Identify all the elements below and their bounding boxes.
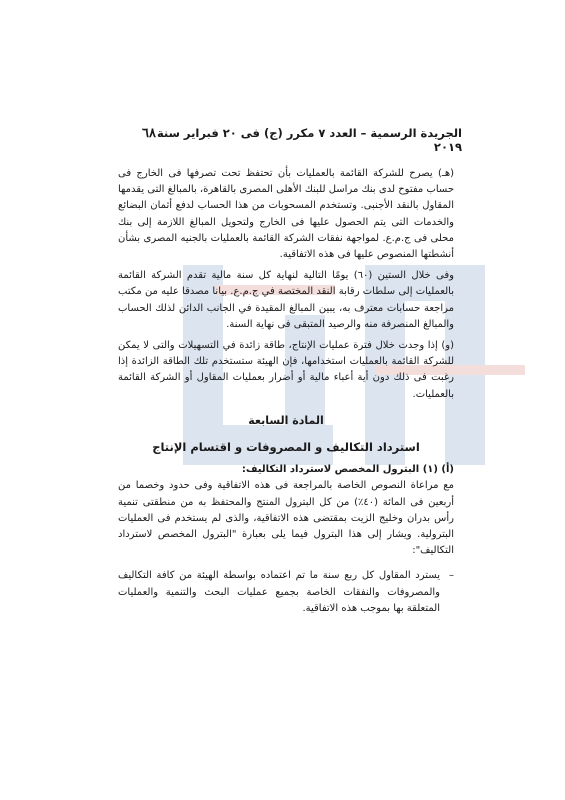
page-header: [142, 125, 462, 154]
section-title: استرداد التكاليف و المصروفات و اقتسام الإنتاج: [152, 440, 420, 455]
document-body: [118, 166, 454, 617]
list-item-text: يسترد المقاول كل ربع سنة ما تم اعتماده بواسطة الهيئة من كافة التكاليف والمصروفات والنفقات الخاصة بجميع عمليات البحث والتنمية والعمليات المتعلقة بها بموجب هذه الاتفاقية.: [118, 570, 440, 614]
paragraph-sixty-days: وفى خلال الستين (٦٠) يومًا التالية لنهاية كل سنة مالية تقدم الشركة القائمة بالعمليات إلى سلطات رقابة النقد المختصة في ج.م.ع. بيانا مصدقا عليه من مكتب مراجعة حسابات معترف به، يبين المبالغ المقيدة في الجانب الدائن لذلك الحساب والمبالغ المنصرفة منه والرصيد المتبقى فى نهاية السنة.: [118, 270, 454, 330]
gazette-title: الجريدة الرسمية – العدد ٧ مكرر (ج) فى ٢٠ فبراير سنة ٢٠١٩: [156, 126, 462, 154]
paragraph-h-clause: (هـ) يصرح للشركة القائمة بالعمليات بأن تحتفظ تحت تصرفها فى الخارج فى حساب مفتوح لدى بنك مراسل للبنك الأهلى المصرى بالقاهرة، بالمبالغ التى يقدمها المقاول بالنقد الأجنبى. وتستخدم المسحوبات من هذا الحساب لدفع أثمان البضائع والخدمات التى يتم الحصول عليها فى الخارج ولتحويل المبالغ اللازمة إلى بنك محلى فى ج.م.ع. لمواجهة نفقات الشركة القائمة بالعمليات بالجنيه المصرى بشأن أنشطتها المنصوص عليها فى هذه الاتفاقية.: [118, 168, 454, 261]
list-item: [118, 568, 454, 617]
page-number: ٦٨: [142, 125, 156, 140]
paragraph-w-clause: (و) إذا وجدت خلال فترة عمليات الإنتاج، طاقة زائدة في التسهيلات والتى لا يمكن للشركة القائمة بالعمليات استخدامها، فإن الهيئة ستستخدم تلك الطاقة الزائدة إذا رغبت فى ذلك دون أية أعباء مالية أو أضرار بعمليات المقاول أو الشركة القائمة بالعمليات.: [118, 340, 454, 400]
subsection-heading: (أ) (١) البترول المخصص لاسترداد التكاليف:: [241, 464, 454, 476]
dash-bullet-icon: –: [449, 570, 454, 582]
article-title: المادة السابعة: [248, 413, 324, 427]
paragraph-cost-recovery: مع مراعاة النصوص الخاصة بالمراجعة فى هذه الاتفاقية وفى حدود وخصما من أربعين فى المائة (٤٠٪) من كل البترول المنتج والمحتفظ به من منطقتى تنمية رأس بدران وخليج الزيت بمقتضى هذه الاتفاقية، والذى لم يستخدم فى العمليات البترولية. ويشار إلى هذا البترول فيما يلى بعبارة "البترول المخصص لاسترداد التكاليف":: [118, 480, 454, 557]
